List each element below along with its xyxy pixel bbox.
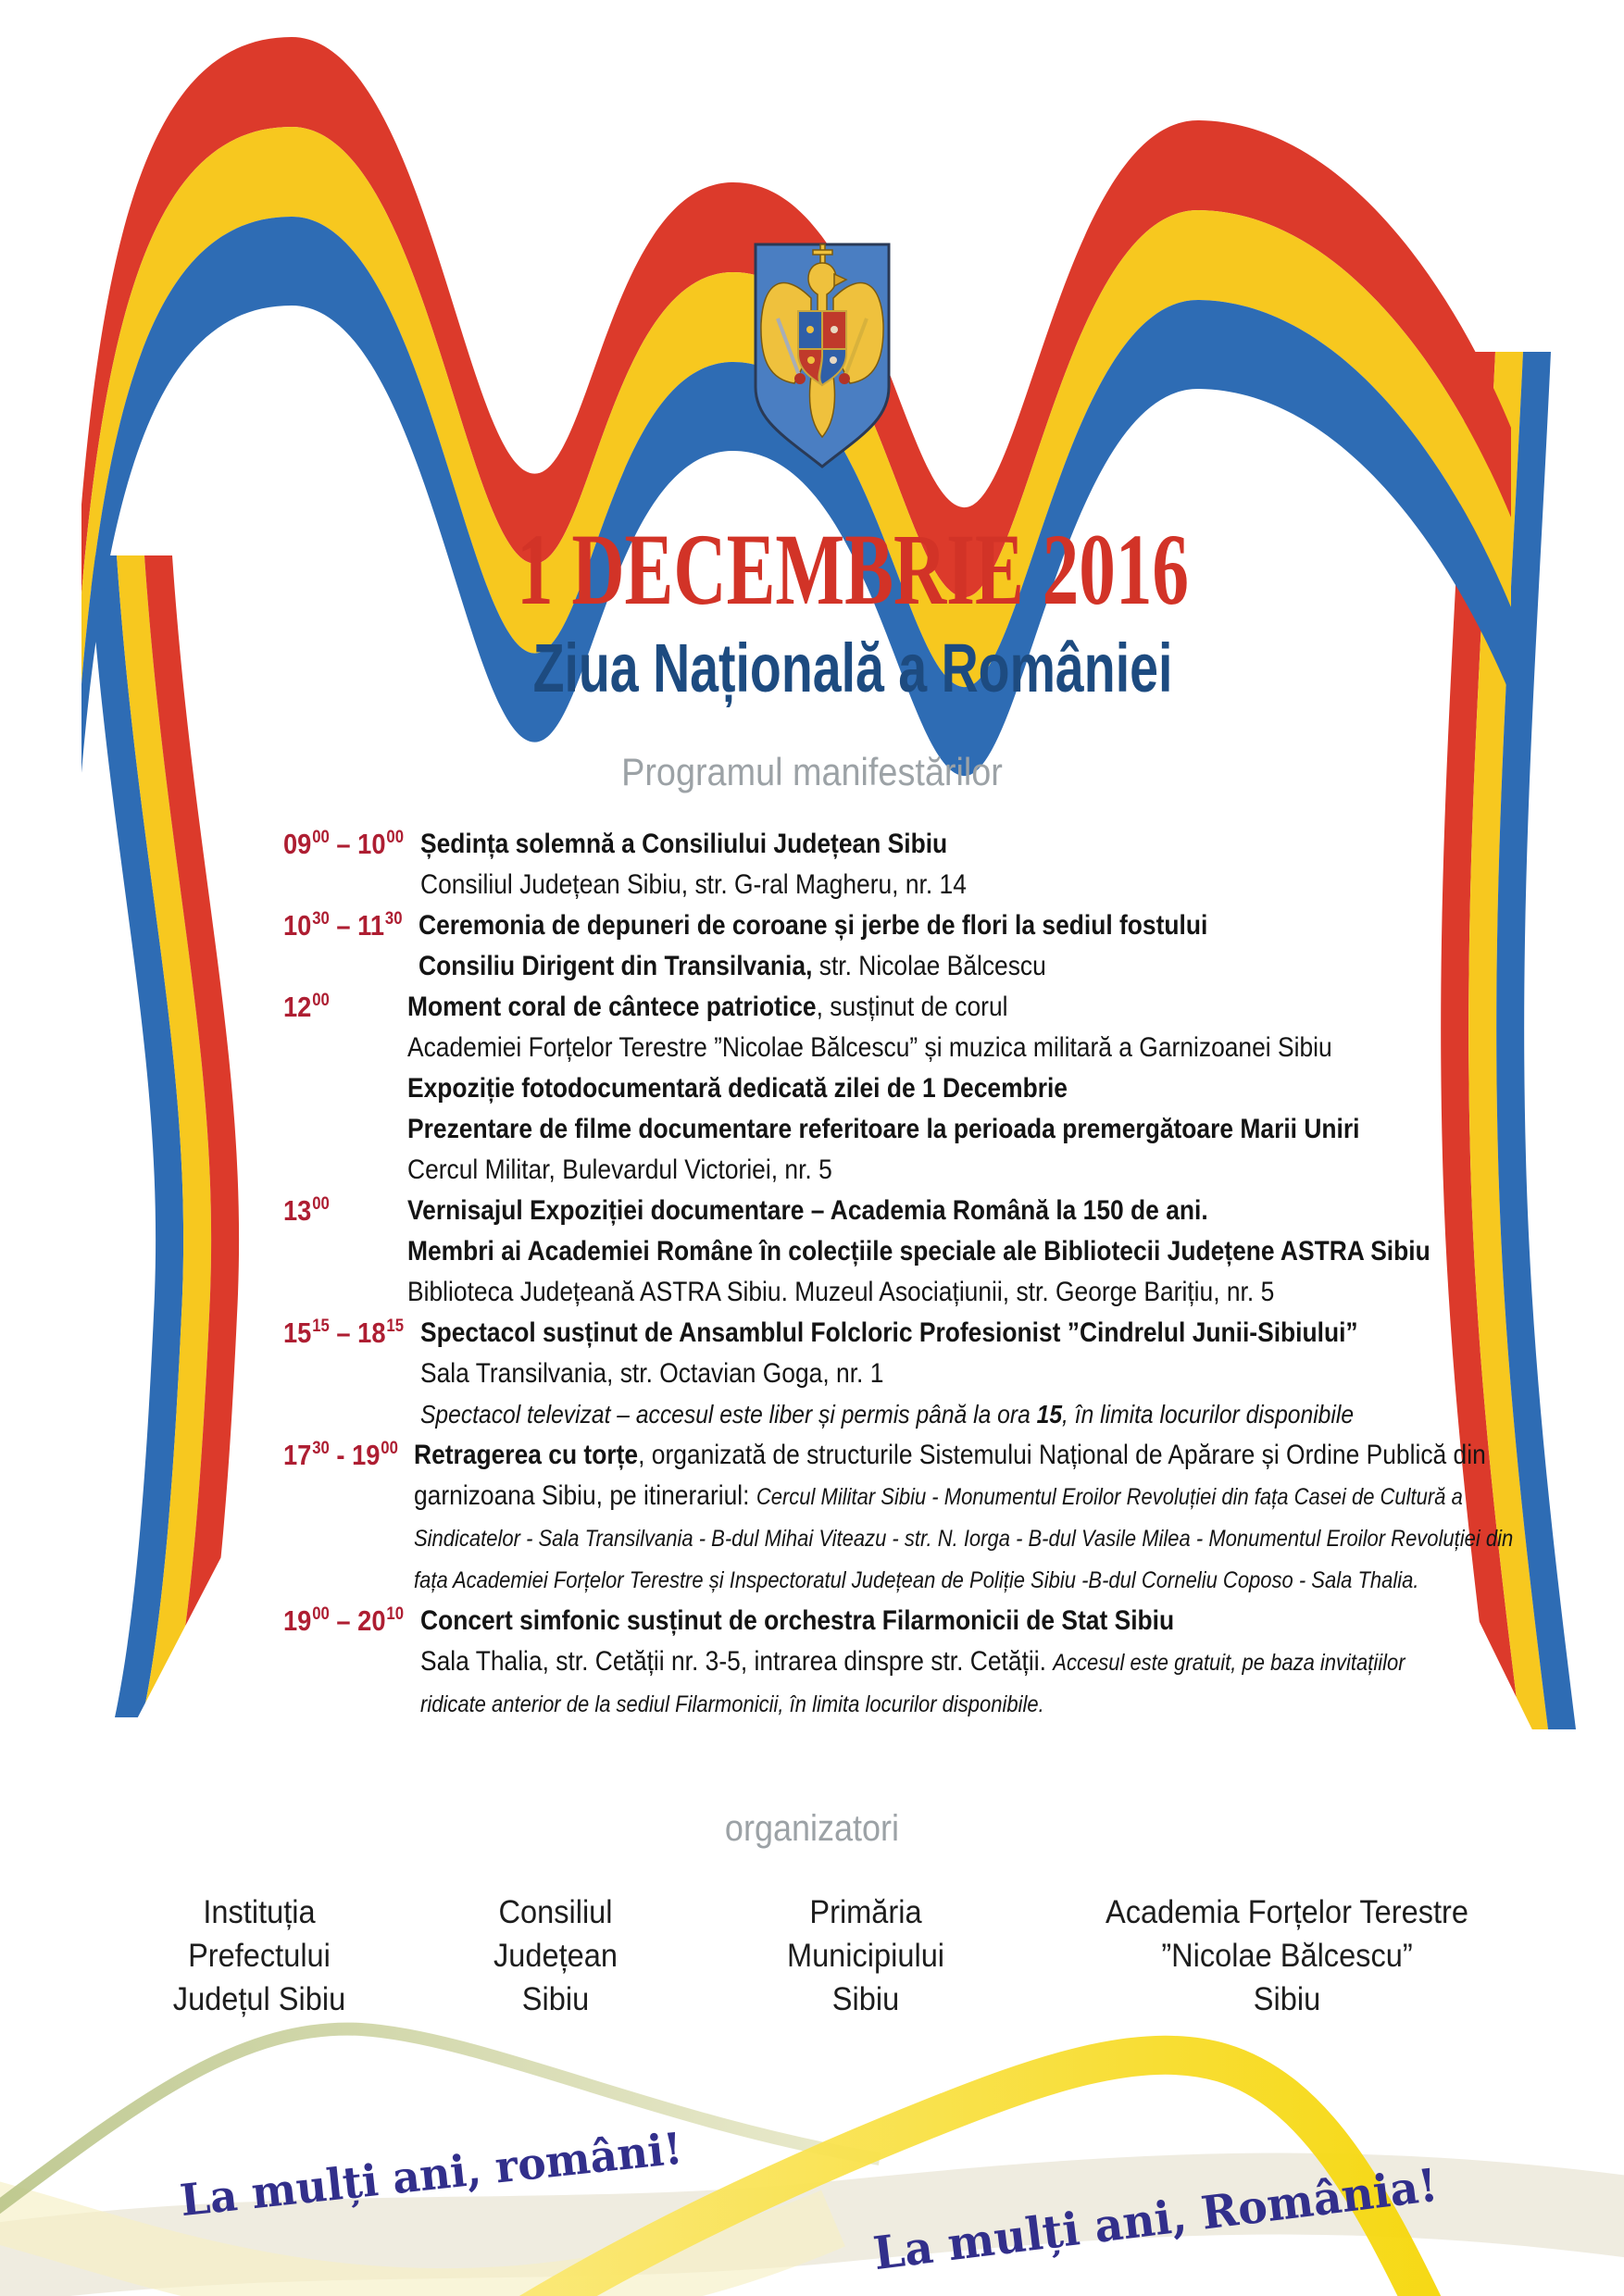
schedule-text: Prezentare de filme documentare referitoare la perioada premergătoare Marii Uniri	[407, 1114, 1360, 1144]
talon-left	[794, 373, 806, 384]
charge-1	[806, 326, 814, 333]
schedule-line	[420, 1601, 1441, 1641]
schedule-entry	[283, 1191, 1580, 1313]
schedule-text: Ședința solemnă a Consiliului Județean Sibiu	[419, 829, 947, 859]
organizer-name-line: Județean	[493, 1938, 618, 1974]
schedule-line	[418, 905, 1441, 946]
schedule-text: 15	[1036, 1400, 1062, 1429]
schedule-line	[413, 1435, 1486, 1476]
schedule-text: Sala Transilvania, str. Octavian Goga, nr. 1	[419, 1358, 884, 1389]
schedule	[283, 824, 1580, 1725]
schedule-line	[420, 1641, 1441, 1683]
coat-of-arms	[746, 239, 898, 474]
schedule-time: $13^{00}$	[283, 1194, 330, 1227]
organizer-name-line: Județul Sibiu	[172, 1981, 346, 2017]
schedule-lines	[418, 905, 1580, 987]
talon-right	[839, 373, 850, 384]
schedule-text: Retragerea cu torțe	[413, 1440, 638, 1470]
schedule-text: garnizoana Sibiu, pe itinerariul:	[413, 1480, 756, 1511]
schedule-text: str. Nicolae Bălcescu	[812, 951, 1046, 981]
organizers-heading: organizatori	[724, 1808, 900, 1849]
organizer-name-line: Municipiului	[786, 1938, 945, 1974]
schedule-entry	[283, 1435, 1580, 1601]
schedule-text: Spectacol susținut de Ansamblul Folcloric Profesionist ”Cindrelul Junii-Sibiului”	[419, 1317, 1358, 1348]
schedule-line	[420, 865, 1441, 905]
schedule-text: Cercul Militar Sibiu - Monumentul Eroilor Revoluției din fața Casei de Cultură a	[756, 1484, 1463, 1510]
schedule-lines	[407, 1191, 1580, 1313]
organizer-name-line: Primăria	[809, 1894, 922, 1930]
schedule-line	[413, 1517, 1514, 1559]
schedule-entry	[283, 905, 1580, 987]
schedule-text: Consiliul Județean Sibiu, str. G-ral Magheru, nr. 14	[419, 869, 967, 900]
cross-icon	[813, 250, 832, 255]
program-heading: Programul manifestărilor	[621, 750, 1003, 793]
poster-subtitle: Ziua Națională a României	[532, 630, 1173, 706]
swoosh-graphic	[0, 2029, 1624, 2296]
schedule-time: $17^{30} - 19^{00}$	[283, 1439, 398, 1471]
schedule-text: Cercul Militar, Bulevardul Victoriei, nr. 5	[407, 1154, 832, 1185]
schedule-text: Academiei Forțelor Terestre ”Nicolae Bălcescu” și muzica militară a Garnizoanei Sibiu	[407, 1032, 1332, 1063]
schedule-lines	[407, 987, 1580, 1191]
organizer-column	[728, 1890, 1004, 2021]
schedule-lines	[420, 824, 1580, 905]
charge-4	[830, 356, 837, 364]
schedule-entry	[283, 1601, 1580, 1725]
schedule-text: Sala Thalia, str. Cetății nr. 3-5, intrarea dinspre str. Cetății.	[419, 1646, 1054, 1677]
schedule-text: Consiliu Dirigent din Transilvania,	[418, 951, 813, 981]
organizer-name-line: Instituția	[203, 1894, 316, 1930]
schedule-line	[407, 1068, 1439, 1109]
organizer-column	[121, 1890, 397, 2021]
schedule-text: Moment coral de cântece patriotice	[407, 992, 817, 1022]
schedule-text: Vernisajul Expoziției documentare – Academia Română la 150 de ani.	[407, 1195, 1208, 1226]
wish-right: La mulți ani, România!	[870, 2157, 1441, 2281]
schedule-time: $15^{15} - 18^{15}$	[283, 1316, 404, 1349]
schedule-entry	[283, 987, 1580, 1191]
schedule-text: Ceremonia de depuneri de coroane și jerbe de flori la sediul fostului	[418, 910, 1208, 941]
schedule-line	[407, 1150, 1439, 1191]
charge-3	[807, 356, 815, 364]
schedule-text: Expoziție fotodocumentară dedicată zilei de 1 Decembrie	[407, 1073, 1068, 1104]
organizer-column	[418, 1890, 693, 2021]
schedule-text: Accesul este gratuit, pe baza invitațiilor	[1053, 1650, 1405, 1676]
schedule-line	[420, 1354, 1441, 1394]
schedule-text: , susținut de corul	[816, 992, 1008, 1022]
schedule-text: , organizată de structurile Sistemului Național de Apărare și Ordine Publică din	[637, 1440, 1486, 1470]
schedule-text: Sindicatelor - Sala Transilvania - B-dul Mihai Viteazu - str. N. Iorga - B-dul Vasile Milea - Monumentul Eroilor Revoluției din	[413, 1526, 1514, 1552]
schedule-line	[418, 946, 1441, 987]
organizer-name-line: Sibiu	[1253, 1981, 1321, 2017]
schedule-time: $12^{00}$	[283, 991, 330, 1023]
ribbon-left-strip	[89, 555, 239, 1754]
schedule-time: $09^{00} - 10^{00}$	[283, 828, 404, 860]
schedule-entry	[283, 1313, 1580, 1435]
organizer-name-line: Prefectului	[188, 1938, 331, 1974]
schedule-text: , în limita locurilor disponibile	[1061, 1400, 1354, 1429]
schedule-entry	[283, 824, 1580, 905]
organizer-name-line: Academia Forțelor Terestre	[1106, 1894, 1468, 1930]
schedule-text: Membri ai Academiei Române în colecțiile speciale ale Bibliotecii Județene ASTRA Sibiu	[407, 1236, 1430, 1267]
schedule-text: Spectacol televizat – accesul este liber și permis până la ora	[419, 1400, 1037, 1429]
schedule-line	[413, 1476, 1463, 1517]
schedule-line	[420, 824, 1441, 865]
organizer-name-line: ”Nicolae Bălcescu”	[1161, 1938, 1413, 1974]
schedule-line	[407, 1272, 1439, 1313]
schedule-lines	[414, 1435, 1580, 1601]
schedule-line	[407, 1109, 1439, 1150]
wish-left: La mulți ani, români!	[178, 2123, 685, 2227]
organizer-name-line: Sibiu	[831, 1981, 900, 2017]
schedule-time: $10^{30} - 11^{30}$	[283, 909, 403, 942]
schedule-line	[407, 1231, 1439, 1272]
schedule-line	[420, 1313, 1441, 1354]
organizer-name-line: Consiliul	[498, 1894, 613, 1930]
schedule-line	[407, 987, 1439, 1028]
schedule-text: Concert simfonic susținut de orchestra Filarmonicii de Stat Sibiu	[419, 1605, 1174, 1636]
schedule-text: ridicate anterior de la sediul Filarmonicii, în limita locurilor disponibile.	[419, 1691, 1044, 1717]
organizer-name-line: Sibiu	[521, 1981, 590, 2017]
schedule-lines	[420, 1313, 1580, 1435]
schedule-text: fața Academiei Forțelor Terestre și Inspectoratul Județean de Poliție Sibiu -B-dul Corneliu Coposo - Sala Thalia.	[413, 1567, 1419, 1593]
poster-title: 1 DECEMBRIE 2016	[516, 513, 1190, 626]
schedule-line	[414, 1559, 1440, 1601]
schedule-line	[420, 1394, 1441, 1435]
schedule-line	[407, 1028, 1439, 1068]
schedule-text: Biblioteca Județeană ASTRA Sibiu. Muzeul Asociațiunii, str. George Barițiu, nr. 5	[407, 1277, 1275, 1307]
schedule-time: $19^{00} - 20^{10}$	[283, 1604, 404, 1637]
schedule-line	[407, 1191, 1439, 1231]
charge-2	[831, 326, 838, 333]
organizer-column	[1055, 1890, 1519, 2021]
schedule-line	[420, 1683, 1441, 1725]
schedule-lines	[420, 1601, 1580, 1725]
